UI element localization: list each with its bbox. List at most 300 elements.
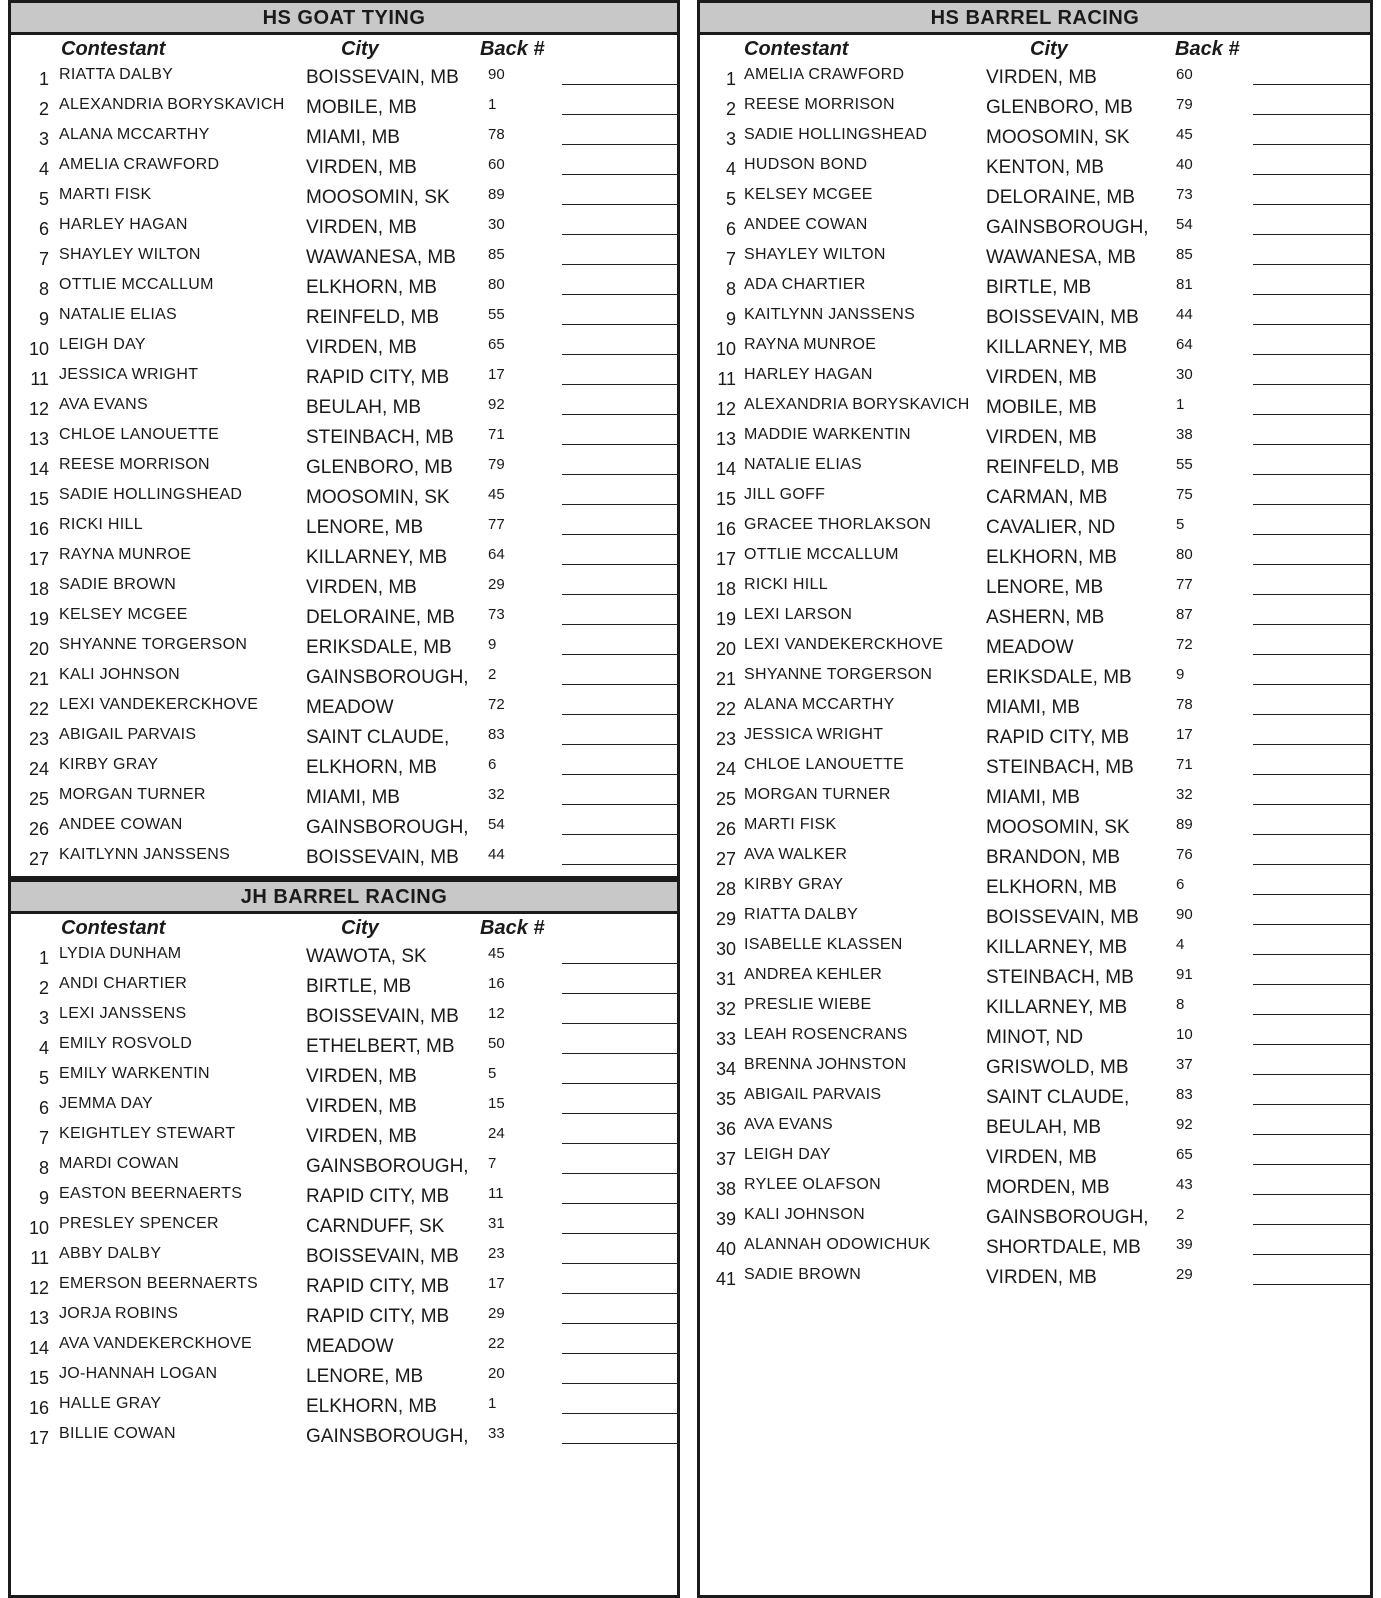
contestant-name: JESSICA WRIGHT: [59, 366, 199, 383]
contestant-name: RIATTA DALBY: [59, 66, 174, 83]
table-row: [11, 663, 677, 693]
back-number: 72: [1176, 636, 1193, 653]
row-number: 16: [715, 519, 736, 539]
table-row: [11, 303, 677, 333]
contestant-name: SHAYLEY WILTON: [744, 246, 886, 263]
header-contestant: Contestant: [61, 38, 166, 60]
contestant-name: JORJA ROBINS: [59, 1305, 179, 1322]
contestant-name: RYLEE OLAFSON: [744, 1176, 881, 1193]
table-row: [700, 153, 1370, 183]
table-row: [11, 1422, 677, 1452]
time-entry-line: [1253, 954, 1371, 955]
contestant-name: MORGAN TURNER: [744, 786, 891, 803]
table-row: [11, 483, 677, 513]
contestant-name: REESE MORRISON: [744, 96, 895, 113]
contestant-city: WAWANESA, MB: [306, 247, 456, 268]
row-number: 6: [725, 219, 736, 239]
contestant-name: JEMMA DAY: [59, 1095, 153, 1112]
contestant-city: STEINBACH, MB: [306, 427, 454, 448]
contestant-name: SHYANNE TORGERSON: [59, 636, 248, 653]
contestant-city: BOISSEVAIN, MB: [306, 847, 459, 868]
back-number: 32: [1176, 786, 1193, 803]
back-number: 54: [488, 816, 505, 833]
column-headers: [11, 914, 677, 942]
time-entry-line: [562, 1443, 680, 1444]
time-entry-line: [562, 834, 680, 835]
back-number: 1: [488, 1395, 497, 1412]
time-entry-line: [1253, 744, 1371, 745]
contestant-city: REINFELD, MB: [306, 307, 440, 328]
row-number: 12: [715, 399, 736, 419]
contestant-city: KILLARNEY, MB: [986, 997, 1128, 1018]
back-number: 79: [1176, 96, 1193, 113]
time-entry-line: [1253, 1044, 1371, 1045]
row-number: 40: [715, 1239, 736, 1259]
contestant-city: BIRTLE, MB: [306, 976, 412, 997]
table-row: [11, 1092, 677, 1122]
back-number: 22: [488, 1335, 505, 1352]
time-entry-line: [562, 594, 680, 595]
back-number: 44: [1176, 306, 1193, 323]
contestant-name: ABIGAIL PARVAIS: [744, 1086, 882, 1103]
back-number: 30: [1176, 366, 1193, 383]
table-row: [11, 363, 677, 393]
row-number: 26: [28, 819, 49, 839]
table-row: [700, 813, 1370, 843]
back-number: 4: [1176, 936, 1185, 953]
row-number: 16: [28, 519, 49, 539]
back-number: 92: [488, 396, 505, 413]
time-entry-line: [562, 1203, 680, 1204]
row-number: 8: [38, 1158, 49, 1178]
table-row: [700, 213, 1370, 243]
header-city: City: [1030, 38, 1068, 60]
back-number: 85: [488, 246, 505, 263]
contestant-city: GAINSBOROUGH,: [986, 1207, 1149, 1228]
table-row: [11, 723, 677, 753]
contestant-name: JILL GOFF: [744, 486, 826, 503]
contestant-name: KELSEY MCGEE: [59, 606, 188, 623]
table-row: [11, 972, 677, 1002]
back-number: 55: [488, 306, 505, 323]
table-row: [700, 783, 1370, 813]
table-row: [700, 843, 1370, 873]
contestant-city: VIRDEN, MB: [306, 1096, 417, 1117]
back-number: 45: [488, 945, 505, 962]
contestant-city: BOISSEVAIN, MB: [306, 1006, 459, 1027]
contestant-name: ALANA MCCARTHY: [744, 696, 895, 713]
contestant-name: LYDIA DUNHAM: [59, 945, 182, 962]
contestant-name: KIRBY GRAY: [59, 756, 159, 773]
table-row: [700, 693, 1370, 723]
left-panel: [8, 0, 680, 1598]
row-number: 21: [28, 669, 49, 689]
time-entry-line: [1253, 1254, 1371, 1255]
back-number: 92: [1176, 1116, 1193, 1133]
table-row: [11, 243, 677, 273]
time-entry-line: [1253, 444, 1371, 445]
contestant-city: LENORE, MB: [306, 517, 424, 538]
table-row: [11, 213, 677, 243]
back-number: 24: [488, 1125, 505, 1142]
time-entry-line: [1253, 204, 1371, 205]
contestant-name: ANDI CHARTIER: [59, 975, 188, 992]
row-number: 41: [715, 1269, 736, 1289]
table-row: [11, 333, 677, 363]
back-number: 60: [488, 156, 505, 173]
back-number: 45: [488, 486, 505, 503]
row-number: 30: [715, 939, 736, 959]
section-title: JH BARREL RACING: [8, 879, 680, 914]
contestant-city: MEADOW: [986, 637, 1074, 658]
contestant-name: BRENNA JOHNSTON: [744, 1056, 907, 1073]
row-number: 19: [715, 609, 736, 629]
contestant-name: ABIGAIL PARVAIS: [59, 726, 197, 743]
contestant-city: MOOSOMIN, SK: [306, 487, 450, 508]
time-entry-line: [562, 474, 680, 475]
time-entry-line: [1253, 894, 1371, 895]
contestant-city: MOBILE, MB: [306, 97, 417, 118]
contestant-city: LENORE, MB: [986, 577, 1104, 598]
row-number: 13: [28, 1308, 49, 1328]
contestant-city: MIAMI, MB: [306, 127, 400, 148]
back-number: 90: [488, 66, 505, 83]
contestant-name: RAYNA MUNROE: [744, 336, 877, 353]
row-number: 38: [715, 1179, 736, 1199]
time-entry-line: [1253, 534, 1371, 535]
row-number: 4: [38, 1038, 49, 1058]
time-entry-line: [1253, 1134, 1371, 1135]
contestant-name: OTTLIE MCCALLUM: [59, 276, 214, 293]
row-number: 3: [38, 1008, 49, 1028]
row-number: 25: [28, 789, 49, 809]
row-number: 27: [28, 849, 49, 869]
back-number: 1: [1176, 396, 1185, 413]
table-row: [700, 483, 1370, 513]
row-number: 14: [28, 1338, 49, 1358]
row-number: 17: [715, 549, 736, 569]
contestant-city: ERIKSDALE, MB: [306, 637, 452, 658]
contestant-city: GAINSBOROUGH,: [306, 1156, 469, 1177]
table-row: [700, 903, 1370, 933]
time-entry-line: [562, 744, 680, 745]
contestant-city: KENTON, MB: [986, 157, 1104, 178]
contestant-city: CARNDUFF, SK: [306, 1216, 445, 1237]
contestant-name: CHLOE LANOUETTE: [59, 426, 220, 443]
row-number: 11: [30, 1248, 49, 1268]
time-entry-line: [1253, 324, 1371, 325]
back-number: 65: [1176, 1146, 1193, 1163]
contestant-name: KALI JOHNSON: [59, 666, 180, 683]
table-row: [700, 393, 1370, 423]
contestant-name: SHAYLEY WILTON: [59, 246, 201, 263]
contestant-city: BEULAH, MB: [986, 1117, 1102, 1138]
back-number: 54: [1176, 216, 1193, 233]
time-entry-line: [562, 444, 680, 445]
contestant-city: RAPID CITY, MB: [306, 1306, 450, 1327]
table-row: [700, 1203, 1370, 1233]
contestant-name: ISABELLE KLASSEN: [744, 936, 903, 953]
time-entry-line: [1253, 1014, 1371, 1015]
contestant-city: MEADOW: [306, 1336, 394, 1357]
time-entry-line: [1253, 1284, 1371, 1285]
table-row: [11, 1302, 677, 1332]
back-number: 12: [488, 1005, 505, 1022]
section-title: HS BARREL RACING: [697, 0, 1373, 35]
contestant-city: WAWOTA, SK: [306, 946, 427, 967]
time-entry-line: [562, 324, 680, 325]
contestant-name: MARDI COWAN: [59, 1155, 180, 1172]
row-number: 39: [715, 1209, 736, 1229]
table-row: [11, 942, 677, 972]
back-number: 16: [488, 975, 505, 992]
time-entry-line: [1253, 774, 1371, 775]
time-entry-line: [562, 1323, 680, 1324]
time-entry-line: [562, 654, 680, 655]
contestant-name: RICKI HILL: [744, 576, 828, 593]
row-number: 3: [38, 129, 49, 149]
contestant-city: KILLARNEY, MB: [986, 337, 1128, 358]
contestant-city: MOBILE, MB: [986, 397, 1097, 418]
contestant-name: AVA WALKER: [744, 846, 848, 863]
contestant-name: OTTLIE MCCALLUM: [744, 546, 899, 563]
time-entry-line: [1253, 924, 1371, 925]
contestant-city: GAINSBOROUGH,: [306, 1426, 469, 1447]
contestant-city: VIRDEN, MB: [306, 157, 417, 178]
contestant-city: RAPID CITY, MB: [306, 1186, 450, 1207]
table-row: [11, 1332, 677, 1362]
row-number: 8: [725, 279, 736, 299]
contestant-name: ALEXANDRIA BORYSKAVICH: [59, 96, 285, 113]
table-row: [11, 783, 677, 813]
back-number: 77: [488, 516, 505, 533]
back-number: 10: [1176, 1026, 1193, 1043]
row-number: 32: [715, 999, 736, 1019]
row-number: 1: [725, 69, 736, 89]
time-entry-line: [562, 1023, 680, 1024]
time-entry-line: [562, 384, 680, 385]
contestant-name: RAYNA MUNROE: [59, 546, 192, 563]
table-row: [700, 183, 1370, 213]
time-entry-line: [1253, 804, 1371, 805]
time-entry-line: [562, 504, 680, 505]
back-number: 89: [1176, 816, 1193, 833]
back-number: 71: [1176, 756, 1193, 773]
time-entry-line: [1253, 174, 1371, 175]
table-row: [700, 1053, 1370, 1083]
contestant-city: STEINBACH, MB: [986, 967, 1134, 988]
contestant-name: ANDEE COWAN: [744, 216, 868, 233]
contestant-name: BILLIE COWAN: [59, 1425, 176, 1442]
back-number: 73: [488, 606, 505, 623]
back-number: 90: [1176, 906, 1193, 923]
time-entry-line: [1253, 114, 1371, 115]
contestant-name: SHYANNE TORGERSON: [744, 666, 933, 683]
back-number: 80: [1176, 546, 1193, 563]
row-number: 14: [715, 459, 736, 479]
time-entry-line: [562, 144, 680, 145]
contestant-city: VIRDEN, MB: [306, 1066, 417, 1087]
row-number: 11: [717, 369, 736, 389]
contestant-city: BOISSEVAIN, MB: [306, 67, 459, 88]
row-number: 11: [30, 369, 49, 389]
row-number: 22: [715, 699, 736, 719]
contestant-name: ALANNAH ODOWICHUK: [744, 1236, 931, 1253]
row-number: 2: [725, 99, 736, 119]
table-row: [11, 1062, 677, 1092]
contestant-name: KELSEY MCGEE: [744, 186, 873, 203]
time-entry-line: [562, 624, 680, 625]
contestant-city: MORDEN, MB: [986, 1177, 1110, 1198]
table-row: [11, 753, 677, 783]
contestant-city: MOOSOMIN, SK: [986, 817, 1130, 838]
contestant-city: MIAMI, MB: [986, 787, 1080, 808]
contestant-city: BEULAH, MB: [306, 397, 422, 418]
contestant-name: MARTI FISK: [744, 816, 837, 833]
time-entry-line: [1253, 654, 1371, 655]
row-number: 18: [28, 579, 49, 599]
row-number: 24: [28, 759, 49, 779]
back-number: 9: [1176, 666, 1185, 683]
table-row: [700, 453, 1370, 483]
time-entry-line: [562, 1263, 680, 1264]
contestant-city: RAPID CITY, MB: [986, 727, 1130, 748]
time-entry-line: [562, 174, 680, 175]
back-number: 76: [1176, 846, 1193, 863]
header-contestant: Contestant: [61, 917, 166, 939]
table-row: [11, 1392, 677, 1422]
header-back-number: Back #: [1175, 38, 1240, 60]
section-title: HS GOAT TYING: [8, 0, 680, 35]
row-number: 17: [28, 1428, 49, 1448]
table-row: [700, 1173, 1370, 1203]
contestant-city: WAWANESA, MB: [986, 247, 1136, 268]
time-entry-line: [1253, 504, 1371, 505]
row-number: 12: [28, 1278, 49, 1298]
table-row: [11, 1152, 677, 1182]
table-row: [700, 603, 1370, 633]
back-number: 71: [488, 426, 505, 443]
table-row: [700, 273, 1370, 303]
back-number: 78: [1176, 696, 1193, 713]
contestant-city: VIRDEN, MB: [306, 217, 417, 238]
back-number: 9: [488, 636, 497, 653]
contestant-name: LEIGH DAY: [744, 1146, 831, 1163]
contestant-name: MORGAN TURNER: [59, 786, 206, 803]
right-panel: [697, 0, 1373, 1598]
table-row: [11, 573, 677, 603]
contestant-city: ELKHORN, MB: [986, 877, 1117, 898]
back-number: 30: [488, 216, 505, 233]
contestant-name: HARLEY HAGAN: [744, 366, 873, 383]
contestant-city: ETHELBERT, MB: [306, 1036, 455, 1057]
back-number: 72: [488, 696, 505, 713]
row-number: 1: [38, 69, 49, 89]
back-number: 33: [488, 1425, 505, 1442]
table-row: [700, 363, 1370, 393]
time-entry-line: [1253, 1224, 1371, 1225]
row-number: 28: [715, 879, 736, 899]
time-entry-line: [1253, 624, 1371, 625]
back-number: 17: [488, 366, 505, 383]
row-number: 5: [725, 189, 736, 209]
back-number: 89: [488, 186, 505, 203]
back-number: 80: [488, 276, 505, 293]
time-entry-line: [562, 963, 680, 964]
back-number: 5: [488, 1065, 497, 1082]
contestant-name: NATALIE ELIAS: [744, 456, 863, 473]
time-entry-line: [1253, 294, 1371, 295]
contestant-name: AVA EVANS: [59, 396, 148, 413]
contestant-city: DELORAINE, MB: [306, 607, 455, 628]
contestant-city: MEADOW: [306, 697, 394, 718]
time-entry-line: [1253, 474, 1371, 475]
row-number: 7: [725, 249, 736, 269]
row-number: 29: [715, 909, 736, 929]
row-number: 31: [715, 969, 736, 989]
contestant-city: VIRDEN, MB: [986, 1267, 1097, 1288]
contestant-city: VIRDEN, MB: [306, 1126, 417, 1147]
contestant-name: ALEXANDRIA BORYSKAVICH: [744, 396, 970, 413]
table-row: [11, 183, 677, 213]
contestant-name: EASTON BEERNAERTS: [59, 1185, 243, 1202]
contestant-name: ADA CHARTIER: [744, 276, 866, 293]
contestant-name: ANDEE COWAN: [59, 816, 183, 833]
row-number: 7: [38, 1128, 49, 1148]
contestant-name: AMELIA CRAWFORD: [744, 66, 905, 83]
row-number: 6: [38, 219, 49, 239]
time-entry-line: [562, 1143, 680, 1144]
contestant-name: PRESLEY SPENCER: [59, 1215, 219, 1232]
table-row: [11, 603, 677, 633]
row-number: 25: [715, 789, 736, 809]
header-city: City: [341, 38, 379, 60]
header-contestant: Contestant: [744, 38, 849, 60]
table-row: [700, 123, 1370, 153]
back-number: 64: [488, 546, 505, 563]
row-number: 6: [38, 1098, 49, 1118]
time-entry-line: [562, 714, 680, 715]
contestant-name: HUDSON BOND: [744, 156, 868, 173]
time-entry-line: [1253, 984, 1371, 985]
contestant-city: VIRDEN, MB: [986, 367, 1097, 388]
contestant-name: AVA EVANS: [744, 1116, 833, 1133]
table-row: [11, 543, 677, 573]
row-number: 10: [28, 1218, 49, 1238]
contestant-name: LEIGH DAY: [59, 336, 146, 353]
row-number: 15: [28, 489, 49, 509]
row-number: 15: [28, 1368, 49, 1388]
contestant-name: LEXI VANDEKERCKHOVE: [59, 696, 259, 713]
section-jh-barrel-racing: [11, 879, 677, 1452]
time-entry-line: [1253, 144, 1371, 145]
contestant-city: VIRDEN, MB: [306, 577, 417, 598]
time-entry-line: [1253, 84, 1371, 85]
contestant-name: RIATTA DALBY: [744, 906, 859, 923]
row-number: 23: [28, 729, 49, 749]
table-row: [11, 513, 677, 543]
contestant-city: KILLARNEY, MB: [986, 937, 1128, 958]
time-entry-line: [1253, 714, 1371, 715]
table-row: [700, 753, 1370, 783]
row-number: 15: [715, 489, 736, 509]
time-entry-line: [562, 993, 680, 994]
contestant-name: EMILY WARKENTIN: [59, 1065, 210, 1082]
contestant-city: ELKHORN, MB: [306, 1396, 437, 1417]
entry-list: [11, 942, 677, 1452]
contestant-name: SADIE BROWN: [744, 1266, 862, 1283]
table-row: [11, 423, 677, 453]
